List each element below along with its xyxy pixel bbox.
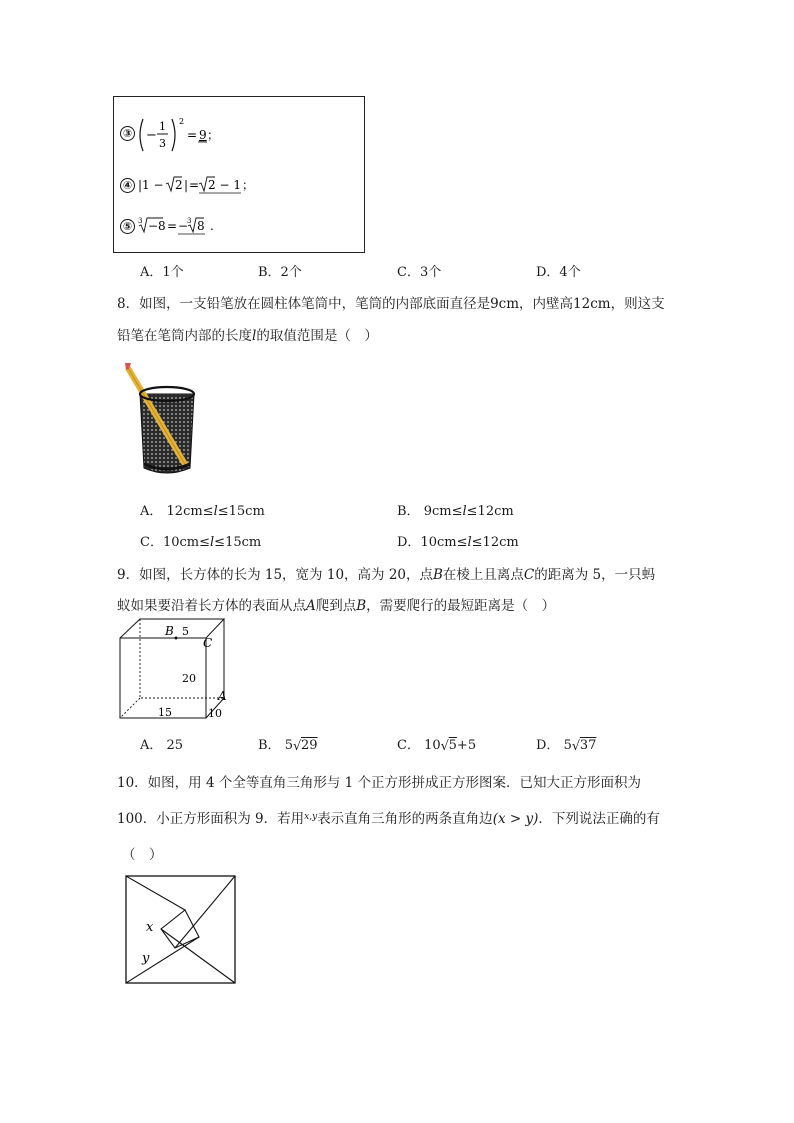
statement-5-index: 3: [138, 217, 143, 225]
svg-text:8: 8: [197, 219, 205, 233]
svg-text:2 − 1: 2 − 1: [208, 178, 241, 192]
statement-5-rhs-index: 3: [187, 217, 192, 225]
statement-3-end: ；: [207, 128, 220, 142]
q8-option-b[interactable]: B． 9cm≤l≤12cm: [397, 504, 514, 519]
statement-5: [120, 217, 214, 235]
statement-5-end: .: [210, 219, 214, 233]
q10-stem-line3: （ ）: [122, 847, 163, 863]
q9-option-b[interactable]: B． 5 √ 29: [258, 738, 318, 754]
cuboid-figure: [116, 616, 236, 722]
pencil-holder-figure: [118, 360, 204, 482]
statement-3-sign: −: [146, 128, 157, 143]
svg-text:|1 −: |1 −: [138, 178, 164, 192]
statement-3-number: ③: [120, 126, 135, 141]
cuboid-label-5: 5: [182, 625, 189, 638]
q8-option-d[interactable]: D．10cm≤l≤12cm: [397, 535, 519, 550]
q8-stem-line2: [117, 324, 378, 344]
q8-stem-line2-a: 铅笔在笔筒内部的长度: [117, 328, 252, 344]
q7-option-d[interactable]: D．4个: [536, 265, 581, 280]
statement-3-equals: =: [187, 128, 198, 142]
cuboid-label-10: 10: [208, 707, 222, 720]
pattern-label-y: y: [142, 951, 150, 966]
q8-stem-line2-b: 的取值范围是（ ）: [256, 328, 378, 344]
q8-var-l: l: [252, 328, 257, 344]
q9-option-a[interactable]: A． 25: [140, 738, 184, 753]
statement-5-rhs-sign: −: [178, 219, 189, 233]
statement-3-denominator: 3: [159, 137, 166, 150]
square-pattern-figure: [124, 874, 238, 986]
q9-option-d[interactable]: D． 5 √ 37: [536, 738, 597, 754]
statement-4-equals: =: [189, 178, 200, 192]
q7-option-a[interactable]: A．1个: [140, 265, 184, 280]
cuboid-label-20: 20: [182, 672, 196, 685]
q7-option-b[interactable]: B．2个: [258, 265, 302, 280]
cuboid-label-c: C: [203, 636, 213, 650]
svg-text:|: |: [184, 178, 189, 192]
statement-5-equals: =: [167, 219, 178, 233]
q10-stem-line1: 10．如图，用 4 个全等直角三角形与 1 个正方形拼成正方形图案．已知大正方形面积为: [117, 775, 642, 791]
svg-text:−8: −8: [148, 219, 166, 233]
statement-4-end: ；: [242, 178, 255, 192]
statement-4-formula: [137, 174, 257, 196]
q10-stem-line2: 100．小正方形面积为 9．若用$^{x,y}$表示直角三角形的两条直角边(x > y)．下列说法正确的有: [117, 811, 660, 827]
q8-stem-line1: 8．如图，一支铅笔放在圆柱体笔筒中，笔筒的内部底面直径是9cm，内壁高12cm，则这支: [117, 296, 665, 312]
q9-stem-line2: 蚁如果要沿着长方体的表面从点A爬到点B，需要爬行的最短距离是（ ）: [117, 598, 556, 614]
statement-4: [120, 176, 255, 194]
q8-option-a[interactable]: A． 12cm≤l≤15cm: [140, 504, 265, 519]
svg-text:2: 2: [175, 178, 183, 192]
statement-3-rhs: 9: [199, 128, 207, 142]
statement-5-formula: [137, 215, 237, 237]
cuboid-label-15: 15: [158, 706, 172, 719]
q8-option-c[interactable]: C．10cm≤l≤15cm: [140, 535, 262, 550]
statement-3-formula: [137, 116, 237, 154]
cuboid-label-b: B: [165, 624, 174, 638]
statement-4-number: ④: [120, 178, 135, 193]
statement-3-numerator: 1: [159, 120, 166, 133]
statement-3-exponent: 2: [179, 117, 185, 126]
q9-option-c[interactable]: C． 10 √ 5+5: [397, 738, 477, 754]
q9-stem-line1: 9．如图，长方体的长为 15，宽为 10，高为 20，点B在棱上且离点C的距离为 5，一只蚂: [117, 567, 656, 583]
cuboid-label-a: A: [218, 689, 227, 703]
q7-option-c[interactable]: C．3个: [397, 265, 442, 280]
statement-5-number: ⑤: [120, 219, 135, 234]
pattern-label-x: x: [146, 920, 154, 935]
